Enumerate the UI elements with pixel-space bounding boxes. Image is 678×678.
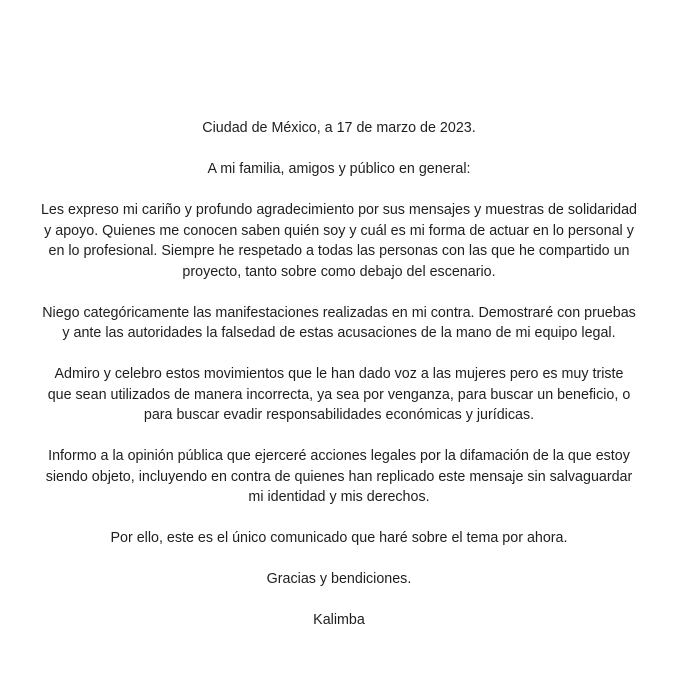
closing: Gracias y bendiciones. (266, 571, 412, 587)
paragraph-gratitude (20, 200, 658, 282)
text-line: en lo profesional. Siempre he respetado a todas las personas con las que he compartido un (48, 243, 630, 259)
press-statement (20, 118, 658, 631)
date-line: Ciudad de México, a 17 de marzo de 2023. (202, 120, 476, 136)
text-line: para buscar evadir responsabilidades económicas y jurídicas. (143, 407, 535, 423)
salutation: A mi familia, amigos y público en general: (207, 161, 471, 177)
text-line: Niego categóricamente las manifestaciones realizadas en mi contra. Demostraré con pruebas (42, 304, 636, 321)
text-line: Admiro y celebro estos movimientos que le han dado voz a las mujeres pero es muy triste (54, 366, 624, 382)
text-line: Informo a la opinión pública que ejerceré acciones legales por la difamación de la que estoy (48, 448, 630, 464)
paragraph-legal-action (20, 446, 658, 508)
paragraph-final-statement: Por ello, este es el único comunicado que haré sobre el tema por ahora. (110, 530, 568, 546)
paragraph-movements (20, 364, 658, 426)
text-line: siendo objeto, incluyendo en contra de quienes han replicado este mensaje sin salvaguardar (45, 468, 633, 485)
text-line: que sean utilizados de manera incorrecta, ya sea por venganza, para buscar un beneficio, o (47, 386, 631, 403)
text-line: proyecto, tanto sobre como debajo del escenario. (182, 263, 496, 280)
text-line: mi identidad y mis derechos. (248, 489, 430, 505)
text-line: Les expreso mi cariño y profundo agradecimiento por sus mensajes y muestras de solidaridad (40, 202, 637, 218)
text-line: y ante las autoridades la falsedad de estas acusaciones de la mano de mi equipo legal. (62, 325, 616, 341)
paragraph-denial (20, 303, 658, 344)
text-line: y apoyo. Quienes me conocen saben quién soy y cuál es mi forma de actuar en lo personal y (44, 222, 634, 239)
signature: Kalimba (313, 612, 365, 628)
